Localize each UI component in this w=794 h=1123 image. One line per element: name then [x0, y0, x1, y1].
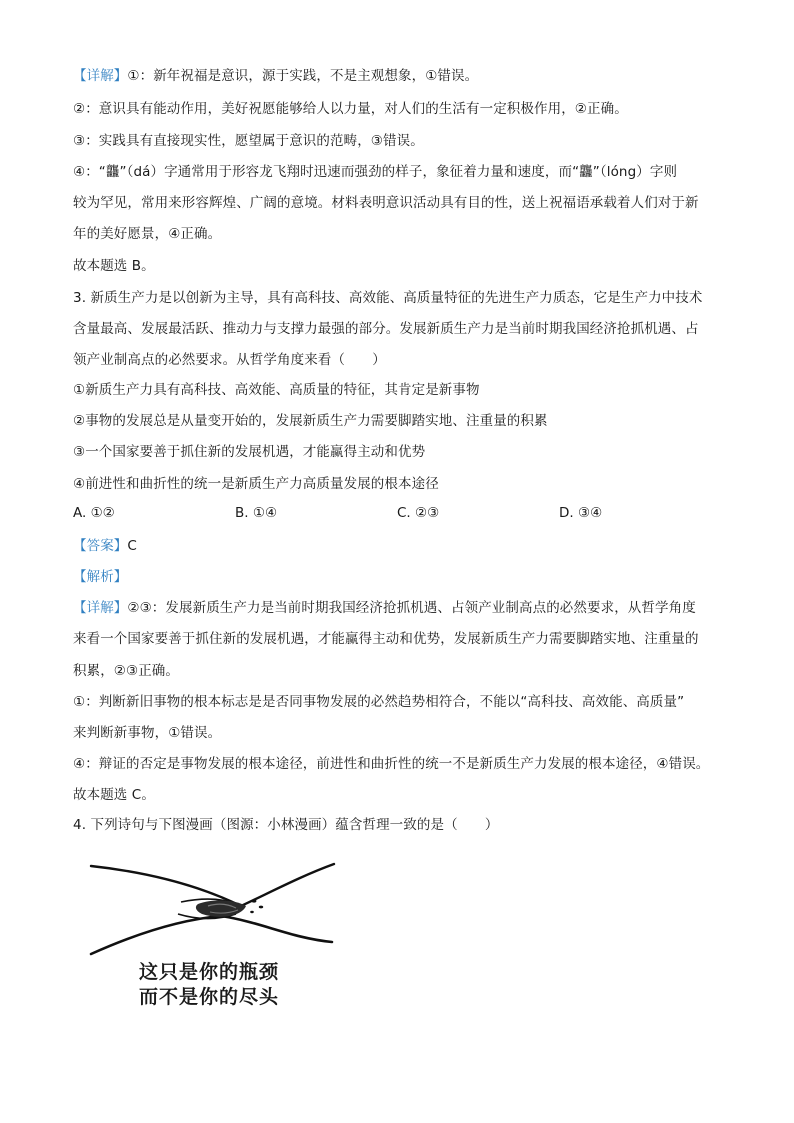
question-stem: 4. 下列诗句与下图漫画（图源：小林漫画）蕴含哲理一致的是（ ） — [73, 817, 499, 833]
question-stem: 含量最高、发展最活跃、推动力与支撑力最强的部分。发展新质生产力是当前时期我国经济抢抓机遇、占 — [73, 321, 699, 337]
answer-tag: 【答案】 — [73, 538, 128, 554]
statement-item: ④前进性和曲折性的统一是新质生产力高质量发展的根本途径 — [73, 476, 439, 492]
text-line: ③：实践具有直接现实性，愿望属于意识的范畴，③错误。 — [73, 133, 424, 149]
answer-line — [73, 536, 137, 556]
section-tag: 【详解】 — [73, 68, 128, 84]
text-line: ②：意识具有能动作用，美好祝愿能够给人以力量，对人们的生活有一定积极作用，②正确。 — [73, 101, 628, 117]
statement-item: ②事物的发展总是从量变开始的，发展新质生产力需要脚踏实地、注重量的积累 — [73, 413, 548, 429]
option-d: D. ③④ — [559, 505, 603, 521]
text-line: 积累，②③正确。 — [73, 663, 180, 679]
text-line: 较为罕见，常用来形容辉煌、广阔的意境。材料表明意识活动具有目的性，送上祝福语承载着人们对于新 — [73, 195, 699, 211]
option-a: A. ①② — [73, 505, 115, 521]
question-stem: 领产业制高点的必然要求。从哲学角度来看（ ） — [73, 352, 386, 368]
section-tag: 【详解】 — [73, 600, 128, 616]
comic-caption-line1: 这只是你的瓶颈 — [139, 961, 280, 983]
comic-caption-line2: 而不是你的尽头 — [139, 986, 280, 1008]
text-line: ④：“龘”（dá）字通常用于形容龙飞翔时迅速而强劲的样子，象征着力量和速度，而“龘”（lóng）字则 — [73, 164, 678, 180]
statement-item: ①新质生产力具有高科技、高效能、高质量的特征，其肯定是新事物 — [73, 382, 480, 398]
text-line: 【详解】①：新年祝福是意识，源于实践，不是主观想象，①错误。 — [73, 68, 479, 84]
text-line: 故本题选 B。 — [73, 258, 155, 274]
text-line: ④：辩证的否定是事物发展的根本途径，前进性和曲折性的统一不是新质生产力发展的根本途径，④错误。 — [73, 756, 710, 772]
option-c: C. ②③ — [397, 505, 440, 521]
answer-value: C — [127, 538, 137, 554]
analysis-heading — [73, 567, 127, 587]
text-line: 来看一个国家要善于抓住新的发展机遇，才能赢得主动和优势，发展新质生产力需要脚踏实地、注重量的 — [73, 631, 699, 647]
question-stem: 3. 新质生产力是以创新为主导，具有高科技、高效能、高质量特征的先进生产力质态，它是生产力中技术 — [73, 290, 703, 306]
text-line: ①：判断新旧事物的根本标志是是否同事物发展的必然趋势相符合，不能以“高科技、高效能、高质量” — [73, 694, 685, 710]
text-line: 年的美好愿景，④正确。 — [73, 226, 222, 242]
text-line: 来判断新事物，①错误。 — [73, 725, 222, 741]
analysis-tag: 【解析】 — [73, 569, 128, 585]
answer-options — [73, 505, 773, 525]
text-line: 【详解】②③：发展新质生产力是当前时期我国经济抢抓机遇、占领产业制高点的必然要求，从哲学角度 — [73, 600, 696, 616]
statement-item: ③一个国家要善于抓住新的发展机遇，才能赢得主动和优势 — [73, 444, 426, 460]
option-b: B. ①④ — [235, 505, 278, 521]
text-line: 故本题选 C。 — [73, 787, 155, 803]
